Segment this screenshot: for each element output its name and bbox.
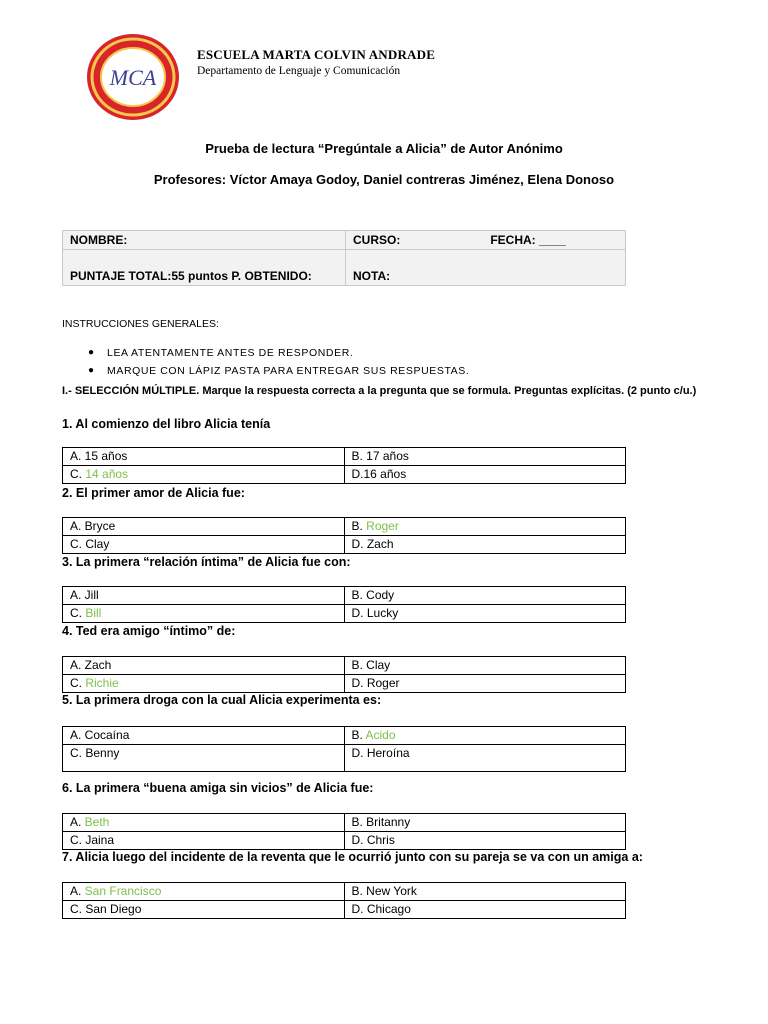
- option-letter: A.: [70, 658, 85, 672]
- option-text: San Diego: [85, 902, 142, 916]
- answer-option[interactable]: [63, 448, 345, 466]
- options-table: [62, 517, 626, 554]
- question-text: 2. El primer amor de Alicia fue:: [62, 486, 245, 500]
- option-letter: D.: [351, 676, 367, 690]
- option-text: Richie: [85, 676, 119, 690]
- answer-option[interactable]: [63, 605, 345, 623]
- option-text: Zach: [366, 537, 394, 551]
- option-letter: D.: [351, 833, 367, 847]
- option-text: Lucky: [366, 606, 399, 620]
- option-letter: B.: [351, 449, 367, 463]
- question-text: 6. La primera “buena amiga sin vicios” de Alicia fue:: [62, 781, 374, 795]
- answer-option[interactable]: [344, 587, 626, 605]
- options-table: [62, 656, 626, 693]
- option-letter: A.: [70, 519, 85, 533]
- option-text: 15 años: [84, 449, 128, 463]
- options-table: [62, 447, 626, 484]
- option-text: 14 años: [85, 467, 129, 481]
- answer-option[interactable]: [63, 518, 345, 536]
- teachers-line: Profesores: Víctor Amaya Godoy, Daniel contreras Jiménez, Elena Donoso: [153, 172, 615, 187]
- option-text: Britanny: [366, 815, 411, 829]
- option-letter: C.: [70, 833, 86, 847]
- option-letter: B.: [351, 815, 367, 829]
- option-text: Bryce: [84, 519, 116, 533]
- option-letter: C.: [70, 746, 86, 760]
- option-text: Benny: [85, 746, 120, 760]
- option-text: San Francisco: [84, 884, 162, 898]
- option-letter: C.: [70, 902, 86, 916]
- answer-option[interactable]: [344, 466, 626, 484]
- option-letter: D.: [351, 746, 367, 760]
- option-letter: A.: [70, 884, 85, 898]
- option-letter: C.: [70, 537, 86, 551]
- answer-option[interactable]: [344, 448, 626, 466]
- option-letter: A.: [70, 728, 85, 742]
- option-letter: B.: [351, 519, 367, 533]
- answer-option[interactable]: [344, 518, 626, 536]
- answer-option[interactable]: [344, 657, 626, 675]
- question-text: 7. Alicia luego del incidente de la reventa que le ocurrió junto con su pareja se va con un amiga a:: [62, 850, 643, 864]
- question-text: 5. La primera droga con la cual Alicia experimenta es:: [62, 693, 382, 707]
- answer-option[interactable]: [344, 883, 626, 901]
- answer-option[interactable]: [63, 814, 345, 832]
- student-info-table: [62, 230, 626, 286]
- option-text: Cody: [366, 588, 395, 602]
- option-letter: B.: [351, 728, 366, 742]
- option-text: 17 años: [366, 449, 409, 463]
- option-text: Chicago: [366, 902, 411, 916]
- answer-option[interactable]: [344, 605, 626, 623]
- option-letter: A.: [70, 588, 85, 602]
- option-text: Chris: [366, 833, 395, 847]
- answer-option[interactable]: [63, 727, 345, 745]
- school-name: ESCUELA MARTA COLVIN ANDRADE: [197, 47, 436, 62]
- instruction-item: ● LEA ATENTAMENTE ANTES DE RESPONDER.: [88, 347, 354, 359]
- option-letter: A.: [70, 815, 85, 829]
- answer-option[interactable]: [63, 675, 345, 693]
- option-text: Heroína: [366, 746, 410, 760]
- answer-option[interactable]: [63, 587, 345, 605]
- fecha-label: FECHA: ____: [490, 233, 566, 247]
- instructions-list: [88, 347, 469, 383]
- logo-monogram: MCA: [109, 65, 157, 90]
- options-table: [62, 882, 626, 919]
- options-table: [62, 586, 626, 623]
- option-text: Clay: [366, 658, 391, 672]
- curso-fecha-cell[interactable]: CURSO: FECHA: ____: [346, 231, 626, 250]
- answer-option[interactable]: [63, 536, 345, 554]
- answer-option[interactable]: [344, 675, 626, 693]
- option-text: 16 años: [363, 467, 407, 481]
- answer-option[interactable]: [63, 832, 345, 850]
- answer-option[interactable]: [63, 883, 345, 901]
- answer-option[interactable]: [344, 901, 626, 919]
- question-text: 1. Al comienzo del libro Alicia tenía: [62, 417, 271, 431]
- option-letter: A.: [70, 449, 85, 463]
- option-letter: D.: [351, 467, 364, 481]
- answer-option[interactable]: [63, 745, 345, 772]
- instruction-item: ● MARQUE CON LÁPIZ PASTA PARA ENTREGAR SUS RESPUESTAS.: [88, 365, 470, 377]
- question-text: 3. La primera “relación íntima” de Alicia fue con:: [62, 555, 351, 569]
- option-letter: C.: [70, 467, 86, 481]
- nombre-cell[interactable]: NOMBRE:: [63, 231, 346, 250]
- answer-option[interactable]: [344, 814, 626, 832]
- option-text: Roger: [366, 676, 400, 690]
- option-text: Clay: [85, 537, 110, 551]
- option-letter: D.: [351, 902, 367, 916]
- options-table: [62, 726, 626, 772]
- option-text: Bill: [85, 606, 102, 620]
- school-logo: [86, 33, 180, 121]
- answer-option[interactable]: [344, 745, 626, 772]
- option-letter: B.: [351, 884, 367, 898]
- answer-option[interactable]: [344, 727, 626, 745]
- question-text: 4. Ted era amigo “íntimo” de:: [62, 624, 236, 638]
- answer-option[interactable]: [63, 901, 345, 919]
- option-text: Roger: [366, 519, 399, 533]
- answer-option[interactable]: [63, 466, 345, 484]
- option-letter: B.: [351, 588, 367, 602]
- option-letter: C.: [70, 606, 86, 620]
- nota-cell[interactable]: NOTA:: [346, 250, 626, 286]
- puntaje-cell[interactable]: PUNTAJE TOTAL:55 puntos P. OBTENIDO:: [63, 250, 346, 286]
- answer-option[interactable]: [344, 536, 626, 554]
- answer-option[interactable]: [63, 657, 345, 675]
- answer-option[interactable]: [344, 832, 626, 850]
- section-title: I.- SELECCIÓN MÚLTIPLE. Marque la respuesta correcta a la pregunta que se formula. Preguntas explícitas. (2 punto c/u.): [62, 385, 697, 397]
- department-name: Departamento de Lenguaje y Comunicación: [197, 65, 401, 77]
- instructions-title: INSTRUCCIONES GENERALES:: [62, 318, 219, 330]
- test-title: Prueba de lectura “Pregúntale a Alicia” de Autor Anónimo: [205, 141, 563, 156]
- option-text: Cocaína: [84, 728, 130, 742]
- option-text: Beth: [84, 815, 110, 829]
- option-letter: D.: [351, 537, 367, 551]
- option-text: Jill: [84, 588, 99, 602]
- option-text: Acido: [365, 728, 396, 742]
- option-letter: B.: [351, 658, 367, 672]
- option-text: New York: [366, 884, 417, 898]
- option-letter: C.: [70, 676, 86, 690]
- option-letter: D.: [351, 606, 367, 620]
- option-text: Jaina: [85, 833, 115, 847]
- options-table: [62, 813, 626, 850]
- option-text: Zach: [84, 658, 112, 672]
